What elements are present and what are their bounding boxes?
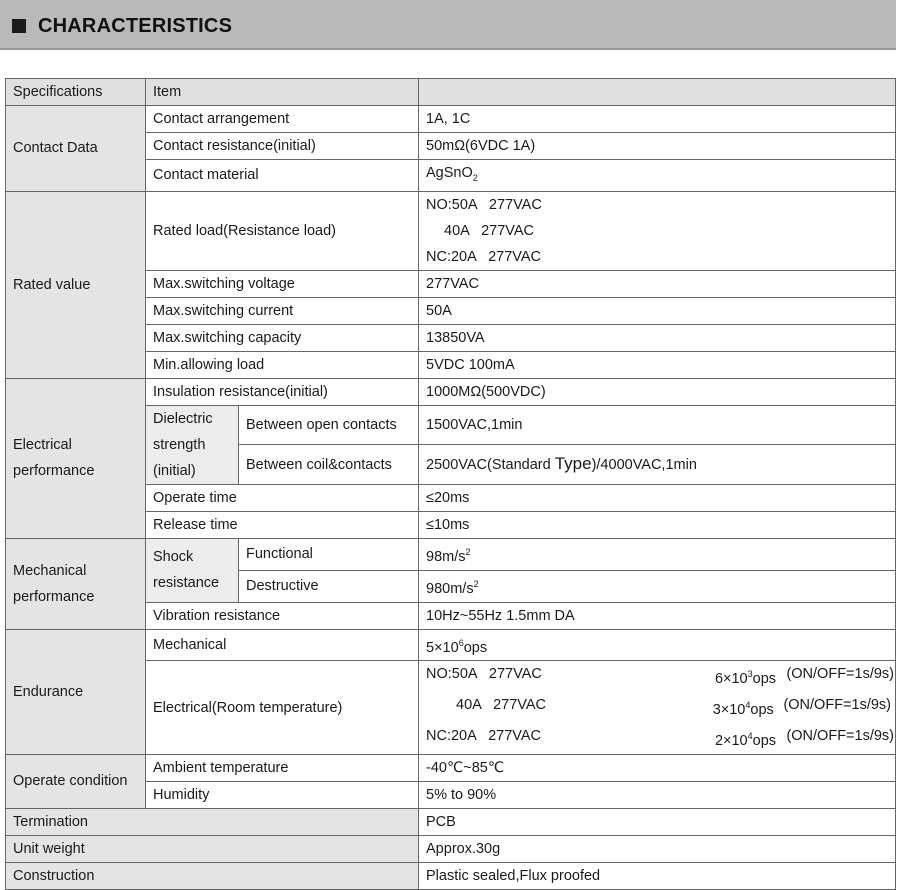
item-label: Between coil&contacts (239, 445, 419, 485)
item-value: 13850VA (419, 324, 896, 351)
item-label: Electrical(Room temperature) (146, 661, 419, 754)
item-value: 50mΩ(6VDC 1A) (419, 133, 896, 160)
mech-endurance-unit: ops (463, 639, 488, 656)
item-label: Release time (146, 511, 419, 538)
superscript: 3 (747, 669, 753, 680)
termination-value: PCB (419, 808, 896, 835)
ops-unit: ops (752, 732, 777, 749)
ops-value (694, 723, 776, 754)
group-endurance: Endurance (6, 629, 146, 754)
group-operate-condition: Operate condition (6, 754, 146, 808)
item-label: Min.allowing load (146, 351, 419, 378)
item-label: Contact material (146, 160, 419, 192)
item-label: Humidity (146, 781, 419, 808)
ops-base: 6×10 (714, 671, 748, 688)
table-row (6, 862, 896, 889)
superscript: 6 (458, 637, 464, 648)
dielectric-strength-label: Dielectric strength (initial) (146, 405, 239, 484)
item-value (419, 629, 896, 661)
item-value (419, 538, 896, 570)
group-rated-value: Rated value (6, 191, 146, 378)
header-specifications: Specifications (6, 79, 146, 106)
item-label: Max.switching voltage (146, 270, 419, 297)
item-value (419, 445, 896, 485)
item-value: ≤20ms (419, 484, 896, 511)
table-row (6, 106, 896, 133)
ops-unit: ops (752, 671, 777, 688)
ops-value (694, 661, 776, 692)
item-value: 1A, 1C (419, 106, 896, 133)
construction-label: Construction (6, 862, 419, 889)
item-label: Functional (239, 538, 419, 570)
group-contact-data: Contact Data (6, 106, 146, 192)
item-label: Max.switching current (146, 297, 419, 324)
rated-load-line: NO:50A 277VAC (426, 196, 542, 213)
item-label: Rated load(Resistance load) (146, 191, 419, 270)
table-row (6, 629, 896, 661)
rated-load-line-wrap (426, 218, 895, 244)
section-title: CHARACTERISTICS (38, 15, 233, 37)
characteristics-table (5, 78, 896, 890)
item-label: Contact resistance(initial) (146, 133, 419, 160)
rated-load-values (419, 191, 896, 270)
superscript: 4 (745, 700, 751, 711)
material-text: AgSnO (426, 165, 473, 181)
item-label: Operate time (146, 484, 419, 511)
superscript: 2 (465, 546, 471, 557)
electrical-endurance-values (419, 661, 896, 754)
ops-unit: ops (750, 702, 774, 719)
rated-load-line: NC:20A 277VAC (426, 248, 542, 265)
item-value: 1000MΩ(500VDC) (419, 378, 896, 405)
header-item: Item (146, 79, 419, 106)
item-label: Max.switching capacity (146, 324, 419, 351)
table-row (6, 835, 896, 862)
coil-value-part: )/4000VAC,1min (591, 457, 697, 474)
item-label: Mechanical (146, 629, 419, 661)
coil-value-type: Type (554, 454, 592, 474)
table-row (6, 378, 896, 405)
item-value (419, 160, 896, 192)
group-mechanical-performance: Mechanical performance (6, 538, 146, 629)
cycle-condition: (ON/OFF=1s/9s) (786, 666, 895, 683)
ops-value (692, 692, 773, 723)
item-value (419, 570, 896, 602)
construction-value: Plastic sealed,Flux proofed (419, 862, 896, 889)
table-row (6, 808, 896, 835)
shock-resistance-label: Shock resistance (146, 538, 239, 602)
load-text: NO:50A 277VAC (426, 666, 542, 683)
ops-base: 3×10 (712, 702, 746, 719)
item-value: 5VDC 100mA (419, 351, 896, 378)
ops-base: 2×10 (714, 732, 748, 749)
load-text-wrap (426, 692, 692, 723)
table-row (6, 538, 896, 570)
rated-load-line: 40A 277VAC (444, 222, 535, 239)
item-value: 1500VAC,1min (419, 405, 896, 445)
item-label: Ambient temperature (146, 754, 419, 781)
section-header (0, 0, 896, 50)
electrical-endurance-line (426, 692, 895, 723)
item-label: Contact arrangement (146, 106, 419, 133)
item-label: Between open contacts (239, 405, 419, 445)
coil-value-part: 2500VAC(Standard (426, 457, 555, 474)
unit-weight-value: Approx.30g (419, 835, 896, 862)
header-value (419, 79, 896, 106)
table-row (6, 754, 896, 781)
table-header-row (6, 79, 896, 106)
item-value: 5% to 90% (419, 781, 896, 808)
unit-weight-label: Unit weight (6, 835, 419, 862)
square-bullet-icon (12, 19, 26, 33)
item-label: Destructive (239, 570, 419, 602)
electrical-endurance-line (426, 723, 895, 754)
superscript: 2 (473, 578, 479, 589)
shock-functional-value: 98m/s (426, 548, 466, 565)
group-electrical-performance: Electrical performance (6, 378, 146, 538)
material-subscript: 2 (472, 172, 478, 183)
item-label: Vibration resistance (146, 602, 419, 629)
superscript: 4 (747, 731, 753, 742)
mech-endurance-base: 5×10 (426, 639, 459, 656)
load-text: 40A 277VAC (456, 697, 547, 714)
termination-label: Termination (6, 808, 419, 835)
item-value: ≤10ms (419, 511, 896, 538)
item-value: 50A (419, 297, 896, 324)
item-value: 277VAC (419, 270, 896, 297)
load-text: NC:20A 277VAC (426, 728, 542, 745)
shock-destructive-value: 980m/s (426, 580, 474, 597)
item-value: 10Hz~55Hz 1.5mm DA (419, 602, 896, 629)
electrical-endurance-line (426, 661, 895, 692)
table-row (6, 191, 896, 270)
item-label: Insulation resistance(initial) (146, 378, 419, 405)
cycle-condition: (ON/OFF=1s/9s) (786, 728, 895, 745)
cycle-condition: (ON/OFF=1s/9s) (783, 697, 892, 714)
item-value: -40℃~85℃ (419, 754, 896, 781)
